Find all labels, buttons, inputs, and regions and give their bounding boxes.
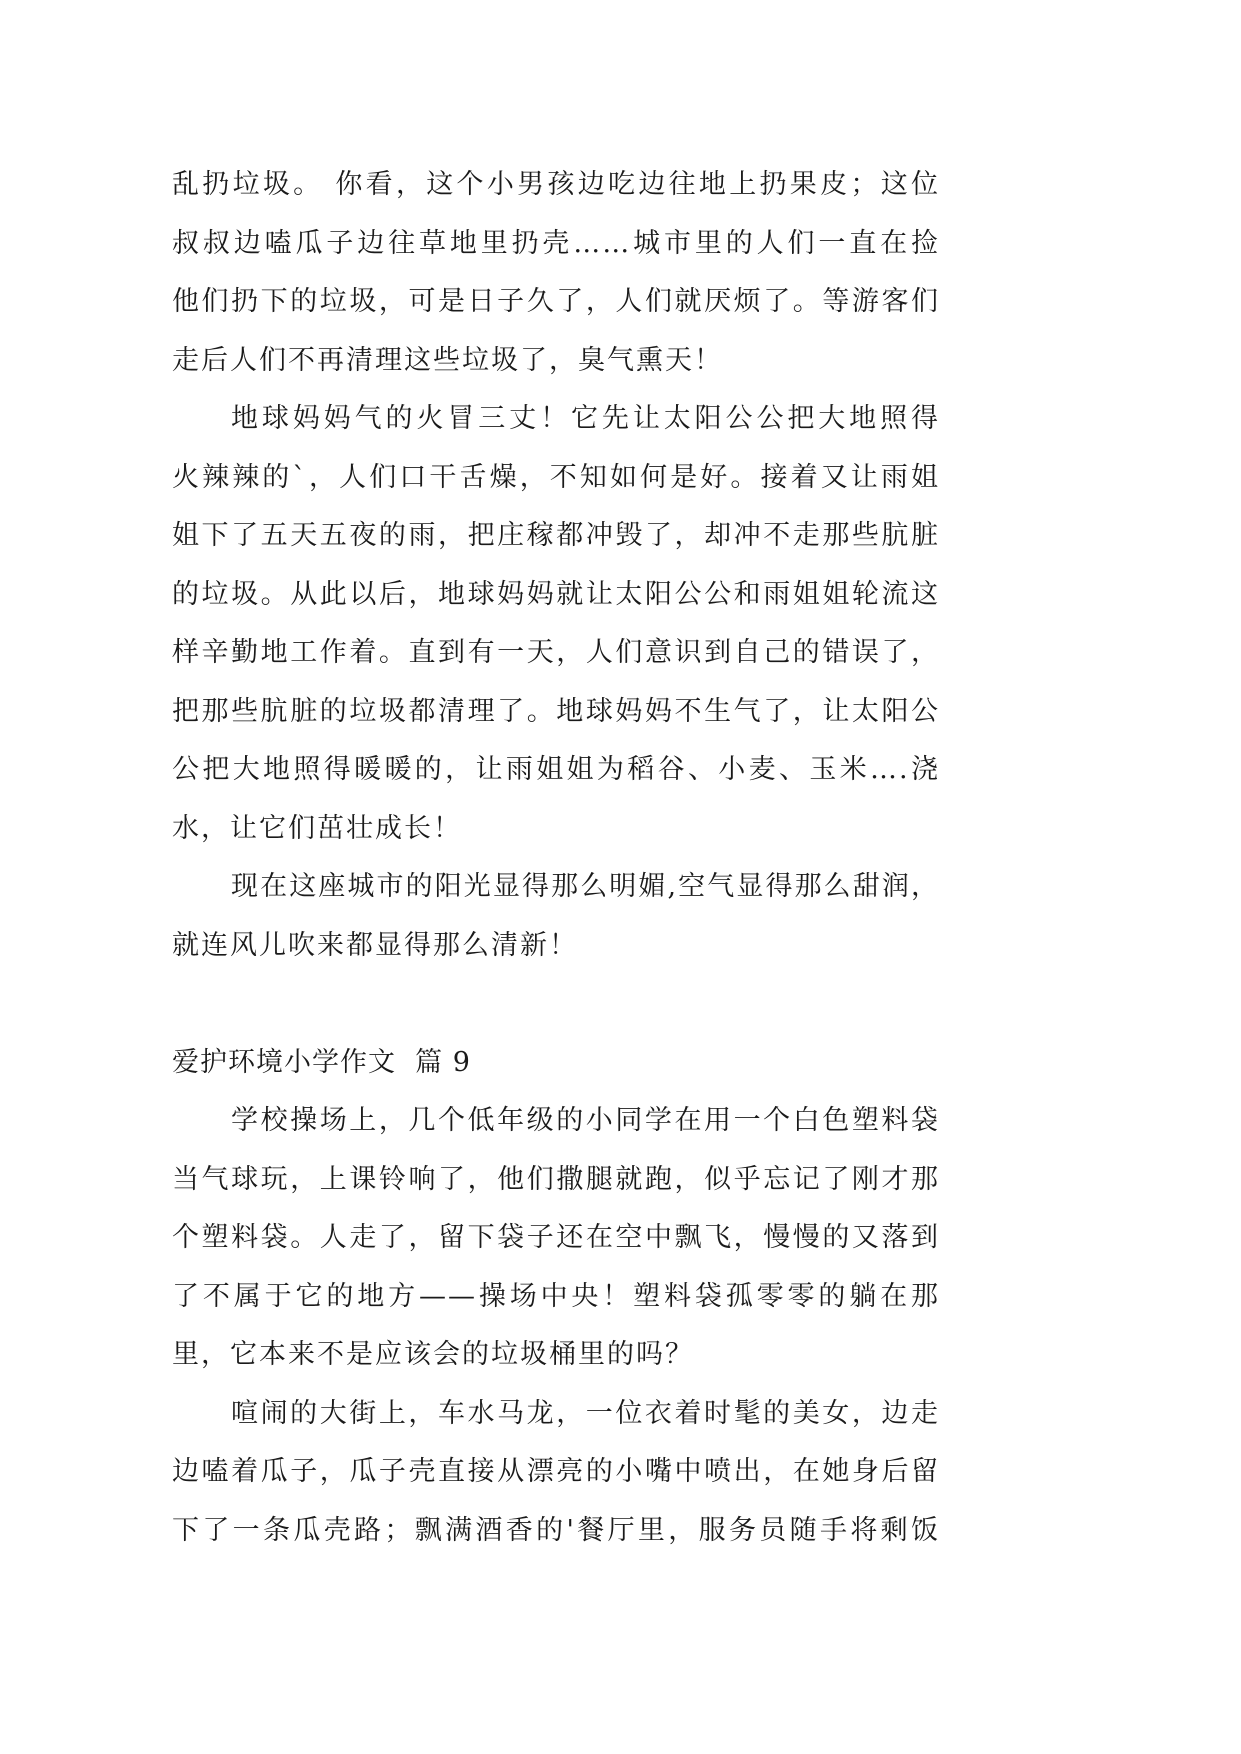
text-line: 地球妈妈气的火冒三丈！它先让太阳公公把大地照得 [231,403,940,434]
text-line: 把那些肮脏的垃圾都清理了。地球妈妈不生气了，让太阳公 [172,695,940,727]
text-line: 水，让它们茁壮成长！ [172,812,462,844]
text-line: 里，它本来不是应该会的垃圾桶里的吗？ [172,1339,694,1370]
paragraph-city-now [172,858,940,975]
text-line: 下了一条瓜壳路；飘满酒香的'餐厅里，服务员随手将剩饭 [172,1514,940,1546]
text-line: 现在这座城市的阳光显得那么明媚,空气显得那么甜润， [231,871,940,902]
text-line: 边嗑着瓜子，瓜子壳直接从漂亮的小嘴中喷出，在她身后留 [172,1456,940,1487]
text-line: 就连风儿吹来都显得那么清新！ [172,929,578,961]
text-line: 公把大地照得暖暖的，让雨姐姐为稻谷、小麦、玉米….浇 [172,754,940,785]
paragraph-earth-mother [172,390,940,858]
text-line: 喧闹的大街上，车水马龙，一位衣着时髦的美女，边走 [231,1397,940,1429]
text-line: 学校操场上，几个低年级的小同学在用一个白色塑料袋 [231,1105,940,1136]
document-body [172,156,940,1560]
text-line: 叔叔边嗑瓜子边往草地里扔壳……城市里的人们一直在捡 [172,227,940,259]
paragraph-playground [172,1092,940,1385]
paragraph-street [172,1385,940,1561]
text-line: 样辛勤地工作着。直到有一天，人们意识到自己的错误了， [172,637,940,668]
text-line: 姐下了五天五夜的雨，把庄稼都冲毁了，却冲不走那些肮脏 [172,520,940,551]
text-line: 了不属于它的地方——操场中央！塑料袋孤零零的躺在那 [172,1280,940,1312]
paragraph-continued [172,156,940,390]
text-line: 的垃圾。从此以后，地球妈妈就让太阳公公和雨姐姐轮流这 [172,578,940,610]
text-line: 当气球玩，上课铃响了，他们撒腿就跑，似乎忘记了刚才那 [172,1163,940,1195]
blank-line [172,975,940,1034]
text-line: 火辣辣的`，人们口干舌燥，不知如何是好。接着又让雨姐 [172,461,940,493]
text-line: 走后人们不再清理这些垃圾了，臭气熏天！ [172,344,723,376]
section-heading: 爱护环境小学作文 篇 9 [172,1046,471,1078]
text-line: 乱扔垃圾。 你看，这个小男孩边吃边往地上扔果皮；这位 [172,169,940,200]
text-line: 个塑料袋。人走了，留下袋子还在空中飘飞，慢慢的又落到 [172,1222,940,1253]
text-line: 他们扔下的垃圾，可是日子久了，人们就厌烦了。等游客们 [172,286,940,317]
